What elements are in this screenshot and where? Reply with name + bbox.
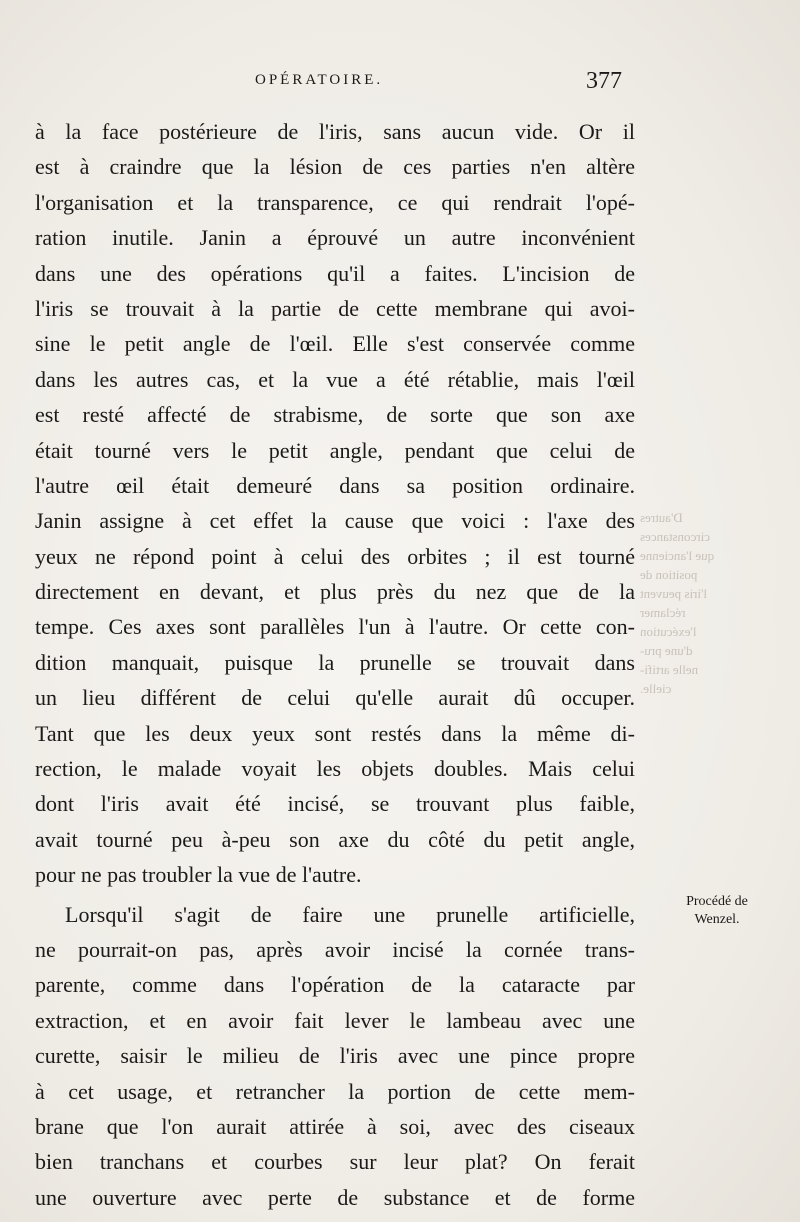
text-line: rection, le malade voyait les objets doubles. Mais celui [35,756,635,782]
show-through-line: nelle artifi- [640,662,699,677]
text-line: l'organisation et la transparence, ce qui rendrait l'opé- [35,189,635,215]
margin-note [652,893,782,929]
text-line: sine le petit angle de l'œil. Elle s'est conservée comme [35,331,635,357]
paragraph-2 [35,897,635,1216]
text-line: brane que l'on aurait attirée à soi, avec des ciseaux [35,1113,635,1139]
text-line: l'iris se trouvait à la partie de cette membrane qui avoi- [35,295,635,321]
text-line: Lorsqu'il s'agit de faire une prunelle artificielle, [65,901,635,927]
text-line: un lieu différent de celui qu'elle aurait dû occuper. [35,685,635,711]
show-through-line: l'exécution [640,624,697,639]
text-line: est resté affecté de strabisme, de sorte que son axe [35,402,635,428]
text-line: Janin assigne à cet effet la cause que voici : l'axe des [35,508,635,534]
text-line: bien tranchans et courbes sur leur plat? On ferait [35,1149,635,1175]
text-line: une ouverture avec perte de substance et de forme [35,1184,635,1210]
margin-note-line: Procédé de [686,894,748,909]
text-line: ne pourrait-on pas, après avoir incisé la cornée trans- [35,936,635,962]
body-text [35,114,635,1215]
text-line: pour ne pas troubler la vue de l'autre. [35,862,362,888]
text-line: dition manquait, puisque la prunelle se trouvait dans [35,649,635,675]
show-through-line: cielle. [640,681,672,696]
text-line: curette, saisir le milieu de l'iris avec une pince propre [35,1043,635,1069]
show-through-line: réclamer [640,605,686,620]
text-line: avait tourné peu à-peu son axe du côté du petit angle, [35,826,635,852]
text-line: est à craindre que la lésion de ces parties n'en altère [35,154,635,180]
show-through-line: d'une pru- [640,643,693,658]
text-line: ration inutile. Janin a éprouvé un autre inconvénient [35,225,635,251]
text-line: yeux ne répond point à celui des orbites ; il est tourné [35,543,635,569]
text-line: dans les autres cas, et la vue a été rétablie, mais l'œil [35,366,635,392]
show-through-line: circonstances [640,529,711,544]
text-line: dans une des opérations qu'il a faites. L'incision de [35,260,635,286]
text-line: extraction, et en avoir fait lever le lambeau avec une [35,1007,635,1033]
text-line: parente, comme dans l'opération de la cataracte par [35,972,635,998]
text-line: à la face postérieure de l'iris, sans aucun vide. Or il [35,119,635,144]
text-line: dont l'iris avait été incisé, se trouvant plus faible, [35,791,635,817]
text-line: l'autre œil était demeuré dans sa position ordinaire. [35,472,635,498]
text-line: Tant que les deux yeux sont restés dans la même di- [35,720,635,746]
text-line: à cet usage, et retrancher la portion de cette mem- [35,1078,635,1104]
text-line: tempe. Ces axes sont parallèles l'un à l'autre. Or cette con- [35,614,635,640]
show-through-line: que l'ancienne [640,548,715,563]
show-through-line: l'iris peuvent [640,586,707,601]
paragraph-1 [35,114,635,893]
running-title: OPÉRATOIRE. [255,72,384,88]
page-number: 377 [586,68,622,94]
show-through-line: position de [640,567,698,582]
show-through-line: D'autres [640,510,683,525]
text-line: directement en devant, et plus près du nez que de la [35,579,635,605]
text-line: était tourné vers le petit angle, pendant que celui de [35,437,635,463]
show-through-text [640,508,790,698]
margin-note-line: Wenzel. [694,912,740,927]
